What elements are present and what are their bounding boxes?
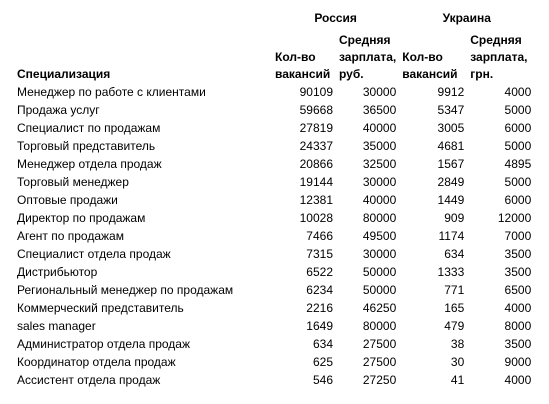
ua-average-salary-cell: 6000	[504, 121, 532, 135]
ru-vacancy-count-cell: 10028	[299, 211, 333, 225]
ua-vacancy-count-cell: 30	[450, 355, 465, 369]
ru-vacancy-count-cell: 2216	[306, 301, 333, 315]
ru-average-salary-cell: 49500	[362, 229, 397, 243]
table-row	[14, 137, 534, 155]
ua-vacancy-count-cell: 1174	[438, 229, 465, 243]
ru-average-salary-cell: 27500	[362, 337, 397, 351]
ru-average-salary-cell: 35000	[362, 139, 397, 153]
ua-average-salary-cell: 5000	[504, 139, 532, 153]
table-row	[14, 173, 534, 191]
ua-vacancy-count-cell: 634	[444, 247, 465, 261]
specialization-cell: Коммерческий представитель	[17, 301, 184, 315]
country-ukraine-header: Украина	[442, 11, 491, 25]
table-row	[14, 263, 534, 281]
vacancy-salary-table	[14, 10, 534, 389]
ua-vacancy-count-cell: 5347	[437, 103, 465, 117]
ru-vacancy-count-cell: 19144	[299, 175, 333, 189]
table-row	[14, 281, 534, 299]
table-row	[14, 191, 534, 209]
specialization-cell: Директор по продажам	[17, 211, 146, 225]
ru-average-salary-cell: 40000	[362, 121, 397, 135]
ua-vacancy-count-cell: 41	[450, 373, 465, 387]
ua-average-salary-cell: 4000	[504, 373, 532, 387]
ua-vacancy-count-cell: 165	[444, 301, 465, 315]
ua-average-salary-cell: 9000	[504, 355, 532, 369]
table-row	[14, 155, 534, 173]
ua-average-salary-cell: 6000	[504, 193, 532, 207]
ua-average-salary-cell: 3500	[504, 265, 532, 279]
ru-average-salary-cell: 30000	[362, 175, 397, 189]
table-row	[14, 335, 534, 353]
table-row	[14, 371, 534, 389]
specialization-cell: Региональный менеджер по продажам	[17, 283, 234, 297]
ru-vacancy-count-cell: 59668	[299, 103, 333, 117]
ru-average-salary-cell: 50000	[362, 283, 397, 297]
specialization-cell: Торговый представитель	[17, 139, 156, 153]
ua-vacancy-count-cell: 9912	[437, 85, 465, 99]
specialization-cell: Дистрибьютор	[17, 265, 98, 279]
ua-average-salary-header: Средняя зарплата, грн.	[470, 33, 528, 81]
ua-vacancy-count-cell: 4681	[437, 139, 465, 153]
ua-average-salary-cell: 5000	[504, 103, 532, 117]
ua-average-salary-cell: 5000	[504, 175, 532, 189]
specialization-cell: Менеджер отдела продаж	[17, 157, 162, 171]
ru-average-salary-cell: 40000	[362, 193, 397, 207]
specialization-cell: Координатор отдела продаж	[17, 355, 176, 369]
ua-vacancy-count-cell: 1333	[437, 265, 465, 279]
table-row	[14, 209, 534, 227]
ru-vacancy-count-header: Кол-во вакансий	[275, 50, 331, 81]
ru-vacancy-count-cell: 27819	[299, 121, 333, 135]
ua-vacancy-count-cell: 38	[450, 337, 465, 351]
specialization-cell: Оптовые продажи	[17, 193, 118, 207]
column-header-row	[14, 32, 534, 83]
table-row	[14, 83, 534, 101]
ru-average-salary-cell: 32500	[362, 157, 397, 171]
ua-average-salary-cell: 6500	[504, 283, 532, 297]
table-row	[14, 299, 534, 317]
empty-header-cell	[14, 10, 272, 32]
table-row	[14, 101, 534, 119]
ua-vacancy-count-cell: 1449	[437, 193, 465, 207]
ua-vacancy-count-cell: 3005	[437, 121, 465, 135]
ua-average-salary-cell: 3500	[504, 247, 532, 261]
table-row	[14, 353, 534, 371]
ru-vacancy-count-cell: 6234	[306, 283, 333, 297]
ru-average-salary-cell: 30000	[362, 247, 397, 261]
ru-average-salary-cell: 36500	[362, 103, 397, 117]
ru-vacancy-count-cell: 24337	[299, 139, 333, 153]
ru-average-salary-cell: 50000	[362, 265, 397, 279]
ru-vacancy-count-cell: 625	[312, 355, 333, 369]
specialization-cell: Ассистент отдела продаж	[17, 373, 161, 387]
ru-vacancy-count-cell: 6522	[306, 265, 333, 279]
country-russia-header: Россия	[314, 11, 357, 25]
specialization-cell: Продажа услуг	[17, 103, 100, 117]
ru-average-salary-cell: 80000	[362, 319, 397, 333]
ru-vacancy-count-cell: 7315	[306, 247, 333, 261]
ru-average-salary-cell: 27250	[362, 373, 397, 387]
ru-average-salary-header: Средняя зарплата, руб.	[339, 33, 397, 81]
ru-average-salary-cell: 27500	[362, 355, 397, 369]
ua-average-salary-cell: 4895	[504, 157, 532, 171]
ua-vacancy-count-cell: 771	[444, 283, 465, 297]
specialization-cell: Торговый менеджер	[17, 175, 129, 189]
ua-average-salary-cell: 4000	[504, 301, 532, 315]
specialization-cell: sales manager	[17, 319, 96, 333]
specialization-cell: Агент по продажам	[17, 229, 124, 243]
ru-vacancy-count-cell: 1649	[306, 319, 333, 333]
ua-vacancy-count-header: Кол-во вакансий	[402, 50, 458, 81]
country-header-row	[14, 10, 534, 32]
ru-average-salary-cell: 80000	[362, 211, 397, 225]
ru-vacancy-count-cell: 90109	[299, 85, 333, 99]
ua-vacancy-count-cell: 1567	[437, 157, 465, 171]
ua-vacancy-count-cell: 479	[444, 319, 465, 333]
table-row	[14, 245, 534, 263]
table-body	[14, 83, 534, 389]
table-row	[14, 227, 534, 245]
ru-average-salary-cell: 30000	[362, 85, 397, 99]
ru-vacancy-count-cell: 12381	[299, 193, 333, 207]
specialization-cell: Специалист отдела продаж	[17, 247, 171, 261]
ua-average-salary-cell: 12000	[497, 211, 532, 225]
table-row	[14, 317, 534, 335]
ru-vacancy-count-cell: 20866	[299, 157, 333, 171]
table-row	[14, 119, 534, 137]
ua-average-salary-cell: 3500	[504, 337, 532, 351]
table-header	[14, 10, 534, 83]
specialization-cell: Специалист по продажам	[17, 121, 161, 135]
ua-vacancy-count-cell: 909	[444, 211, 465, 225]
ru-vacancy-count-cell: 546	[312, 373, 333, 387]
specialization-header: Специализация	[17, 67, 111, 81]
ua-average-salary-cell: 7000	[504, 229, 532, 243]
ua-vacancy-count-cell: 2849	[437, 175, 465, 189]
ua-average-salary-cell: 8000	[504, 319, 532, 333]
ru-vacancy-count-cell: 634	[312, 337, 333, 351]
specialization-cell: Менеджер по работе с клиентами	[17, 85, 206, 99]
ua-average-salary-cell: 4000	[504, 85, 532, 99]
ru-average-salary-cell: 46250	[362, 301, 397, 315]
ru-vacancy-count-cell: 7466	[306, 229, 333, 243]
specialization-cell: Администратор отдела продаж	[17, 337, 190, 351]
